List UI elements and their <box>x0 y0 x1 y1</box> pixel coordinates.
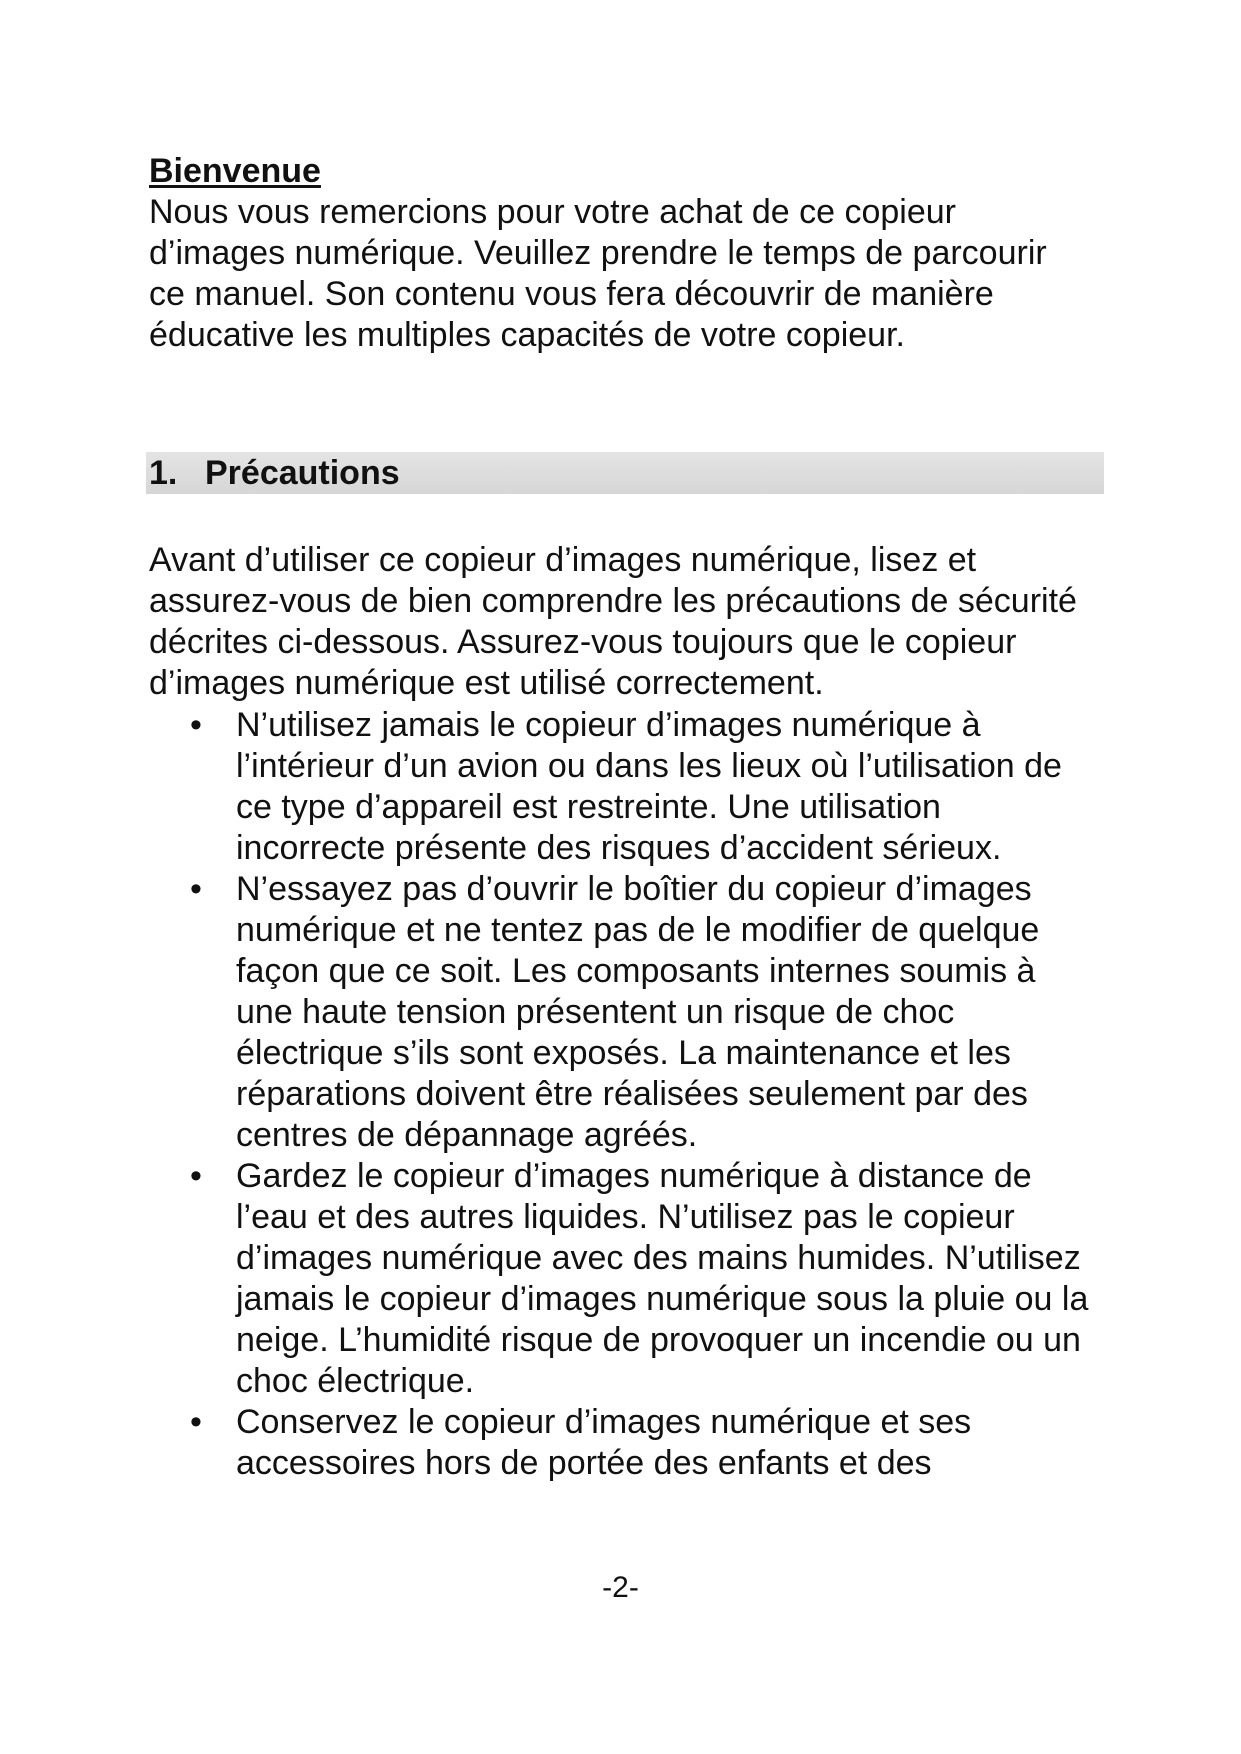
page-number: -2- <box>602 1571 639 1604</box>
list-item-text: Conservez le copieur d’images numérique et ses accessoires hors de portée des enfants et des <box>236 1403 972 1482</box>
list-item <box>190 705 1090 869</box>
list-item-text: N’essayez pas d’ouvrir le boîtier du copieur d’images numérique et ne tentez pas de le modifier de quelque façon que ce soit. Les composants internes soumis à une haute tension présentent un risque de choc électrique s’ils sont exposés. La maintenance et les réparations doivent être réalisées seulement par des centres de dépannage agréés. <box>236 870 1040 1154</box>
section-title: Précautions <box>205 454 400 492</box>
bullet-icon: • <box>190 706 202 744</box>
bullet-icon: • <box>190 870 202 908</box>
section-number: 1. <box>149 454 178 492</box>
list-item <box>190 869 1090 1156</box>
list-item-text: Gardez le copieur d’images numérique à distance de l’eau et des autres liquides. N’utilisez pas le copieur d’images numérique avec des mains humides. N’utilisez jamais le copieur d’images numérique sous la pluie ou la neige. L’humidité risque de provoquer un incendie ou un choc électrique. <box>236 1157 1089 1400</box>
bullet-icon: • <box>190 1157 202 1195</box>
welcome-paragraph: Nous vous remercions pour votre achat de ce copieur d’images numérique. Veuillez prendre le temps de parcourir ce manuel. Son contenu vous fera découvrir de manière éducative les multiples capacités de votre copieur. <box>149 193 1047 354</box>
welcome-heading: Bienvenue <box>149 152 321 190</box>
list-item <box>190 1402 1090 1484</box>
section-heading <box>149 452 400 494</box>
list-item <box>190 1156 1090 1402</box>
list-item-text: N’utilisez jamais le copieur d’images numérique à l’intérieur d’un avion ou dans les lieux où l’utilisation de ce type d’appareil est restreinte. Une utilisation incorrecte présente des risques d’accident sérieux. <box>236 706 1062 867</box>
intro-paragraph: Avant d’utiliser ce copieur d’images numérique, lisez et assurez-vous de bien comprendre les précautions de sécurité décrites ci-dessous. Assurez-vous toujours que le copieur d’images numérique est utilisé correctement. <box>149 541 1077 702</box>
bullet-icon: • <box>190 1403 202 1441</box>
precautions-list <box>190 705 1090 1484</box>
